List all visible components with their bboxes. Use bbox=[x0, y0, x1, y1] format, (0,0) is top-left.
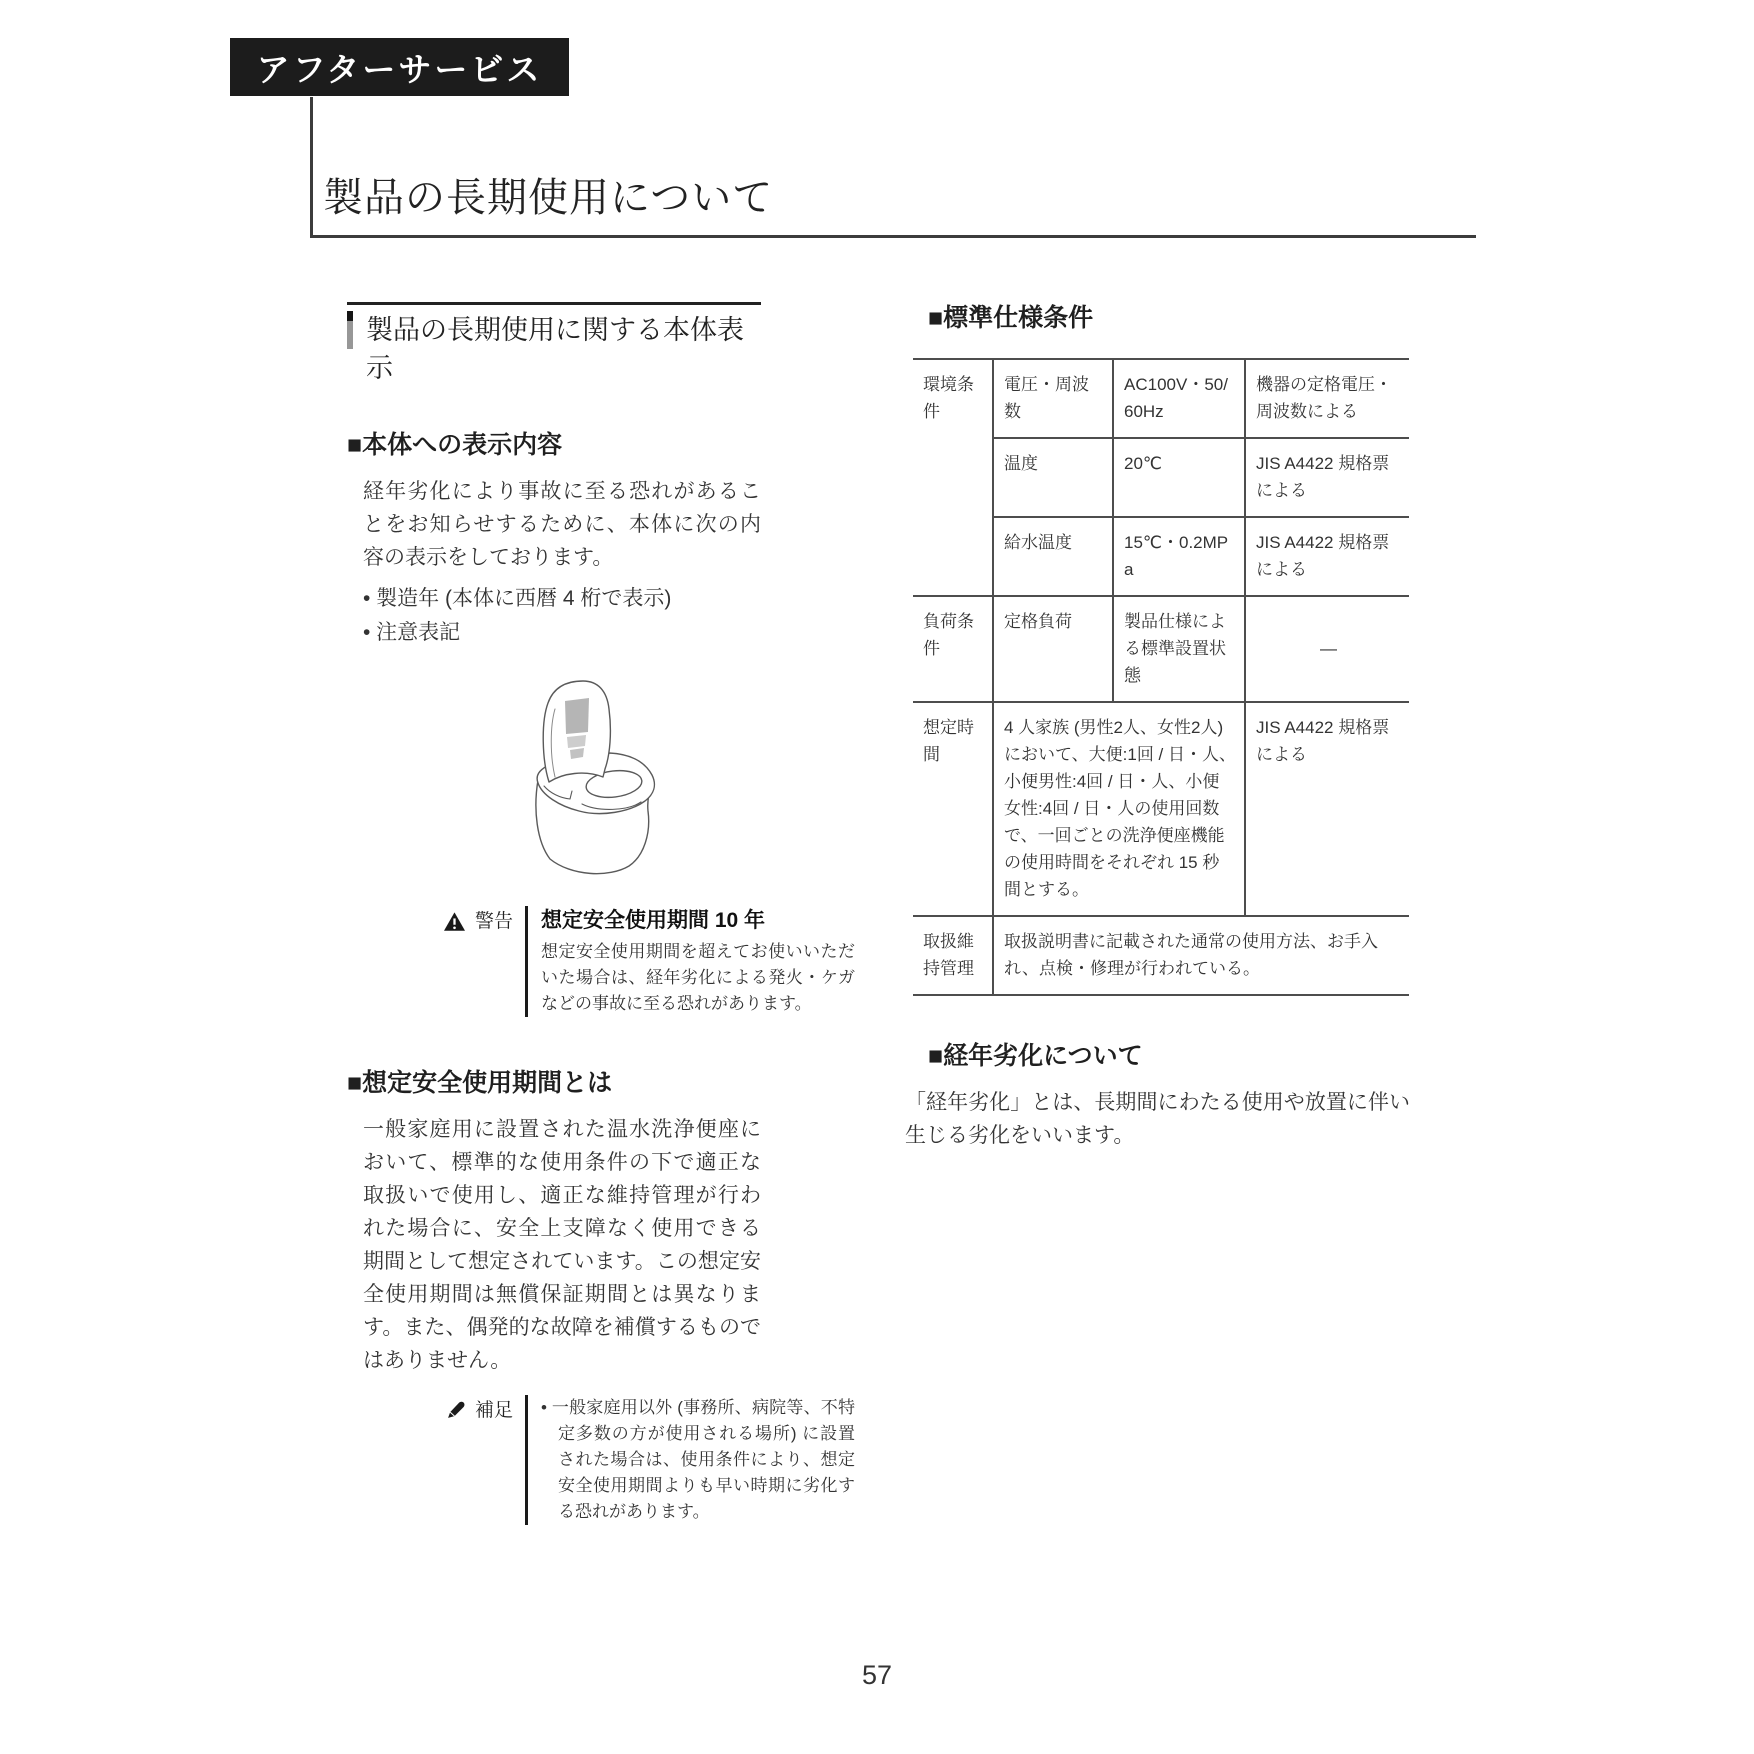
standard-spec-table bbox=[913, 358, 1409, 996]
table-row bbox=[913, 359, 1409, 438]
cell-basis-voltage-frequency: 機器の定格電圧・周波数による bbox=[1245, 359, 1409, 438]
warning-label-group bbox=[443, 906, 525, 1017]
aging-deterioration-paragraph: 「経年劣化」とは、長期間にわたる使用や放置に伴い生じる劣化をいいます。 bbox=[905, 1091, 1410, 1147]
section-badge bbox=[230, 38, 569, 96]
cell-value-maintenance: 取扱説明書に記載された通常の使用方法、お手入れ、点検・修理が行われている。 bbox=[993, 916, 1409, 995]
cell-value-rated-load: 製品仕様による標準設置状態 bbox=[1113, 596, 1245, 702]
warning-callout bbox=[443, 906, 855, 1017]
right-column bbox=[905, 280, 1410, 1173]
toilet-illustration bbox=[533, 680, 663, 880]
cell-basis-expected-time: JIS A4422 規格票による bbox=[1245, 702, 1409, 916]
page-number: 57 bbox=[861, 1660, 893, 1690]
note-body: • 一般家庭用以外 (事務所、病院等、不特定多数の方が使用される場所) に設置された場合は、使用条件により、想定安全使用期間よりも早い時期に劣化する恐れがあります。 bbox=[541, 1398, 855, 1521]
bullet-caution-notation: • 注意表記 bbox=[363, 621, 461, 644]
cell-category-environment: 環境条件 bbox=[913, 359, 993, 596]
cell-value-water-temperature: 15℃・0.2MPa bbox=[1113, 517, 1245, 596]
table-row bbox=[913, 596, 1409, 702]
table-row bbox=[913, 702, 1409, 916]
heading-standard-spec-conditions: ■標準仕様条件 bbox=[928, 304, 1094, 332]
cell-category-expected-time: 想定時間 bbox=[913, 702, 993, 916]
warning-content bbox=[528, 906, 855, 1017]
toilet-open-lid-drawing bbox=[533, 680, 663, 880]
note-callout bbox=[446, 1395, 855, 1525]
expected-safe-period-paragraph: 一般家庭用に設置された温水洗浄便座において、標準的な使用条件の下で適正な取扱いで使用し、適正な維持管理が行われた場合に、安全上支障なく使用できる期間として想定されています。この想定安全使用期間は無償保証期間とは異なります。また、偶発的な故障を補償するものではありません。 bbox=[363, 1118, 761, 1372]
cell-value-expected-time: 4 人家族 (男性2人、女性2人) において、大便:1回 / 日・人、小便男性:4回 / 日・人、小便女性:4回 / 日・人の使用回数で、一回ごとの洗浄便座機能の使用時間をそれぞれ 15 秒間とする。 bbox=[993, 702, 1245, 916]
page-title-block bbox=[310, 97, 1476, 238]
cell-category-load: 負荷条件 bbox=[913, 596, 993, 702]
left-column bbox=[347, 302, 855, 1525]
cell-item-water-temperature: 給水温度 bbox=[993, 517, 1113, 596]
warning-title: 想定安全使用期間 10 年 bbox=[541, 909, 766, 932]
cell-value-voltage-frequency: AC100V・50/60Hz bbox=[1113, 359, 1245, 438]
heading-expected-safe-period: ■想定安全使用期間とは bbox=[347, 1069, 613, 1097]
bullet-manufacture-year: • 製造年 (本体に西暦 4 桁で表示) bbox=[363, 587, 672, 610]
warning-label: 警告 bbox=[475, 911, 514, 932]
display-contents-paragraph: 経年劣化により事故に至る恐れがあることをお知らせするために、本体に次の内容の表示をしております。 bbox=[363, 480, 761, 569]
subsection-header-bar bbox=[347, 311, 353, 349]
section-badge-label: アフターサービス bbox=[256, 50, 543, 88]
display-contents-bullets bbox=[363, 582, 761, 650]
subsection-header bbox=[347, 302, 761, 387]
cell-basis-temperature: JIS A4422 規格票による bbox=[1245, 438, 1409, 517]
note-content bbox=[528, 1395, 855, 1525]
cell-item-voltage-frequency: 電圧・周波数 bbox=[993, 359, 1113, 438]
cell-basis-rated-load: — bbox=[1245, 596, 1409, 702]
note-label: 補足 bbox=[475, 1400, 514, 1421]
heading-display-contents: ■本体への表示内容 bbox=[347, 431, 563, 459]
cell-value-temperature: 20℃ bbox=[1113, 438, 1245, 517]
cell-item-temperature: 温度 bbox=[993, 438, 1113, 517]
warning-body: 想定安全使用期間を超えてお使いいただいた場合は、経年劣化による発火・ケガなどの事故に至る恐れがあります。 bbox=[541, 942, 855, 1013]
page-title: 製品の長期使用について bbox=[323, 176, 774, 220]
cell-item-rated-load: 定格負荷 bbox=[993, 596, 1113, 702]
subsection-header-title: 製品の長期使用に関する本体表示 bbox=[366, 315, 744, 383]
cell-category-maintenance: 取扱維持管理 bbox=[923, 932, 974, 978]
warning-triangle-icon bbox=[443, 911, 466, 937]
pencil-icon bbox=[446, 1400, 466, 1425]
cell-basis-water-temperature: JIS A4422 規格票による bbox=[1245, 517, 1409, 596]
table-row bbox=[913, 916, 1409, 995]
note-label-group bbox=[446, 1395, 525, 1525]
heading-aging-deterioration: ■経年劣化について bbox=[928, 1042, 1143, 1070]
